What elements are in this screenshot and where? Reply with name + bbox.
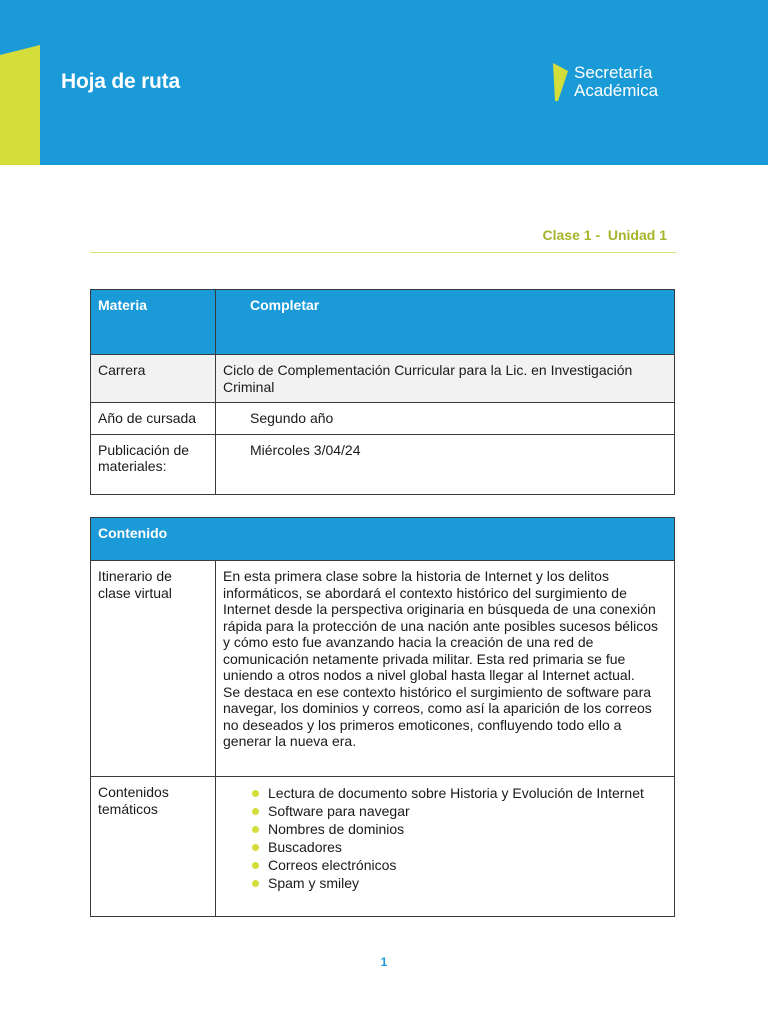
logo-text-line1: Secretaría: [574, 63, 653, 82]
list-item: Nombres de dominios: [223, 820, 667, 838]
contenidos-label: Contenidos temáticos: [91, 777, 216, 917]
list-item: Software para navegar: [223, 802, 667, 820]
page-title: Hoja de ruta: [61, 70, 180, 93]
contenidos-list: [223, 784, 667, 892]
materia-header: Materia: [91, 290, 216, 355]
table-row: [91, 561, 675, 777]
anio-value: Segundo año: [216, 403, 675, 435]
secretaria-academica-logo: [553, 63, 693, 103]
clase-unidad-label: Clase 1 - Unidad 1: [542, 227, 667, 243]
list-item: Lectura de documento sobre Historia y Evolución de Internet: [223, 784, 667, 802]
page-number: 1: [380, 955, 388, 969]
anio-label: Año de cursada: [91, 403, 216, 435]
publicacion-label: Publicación de materiales:: [91, 434, 216, 494]
content-table: [90, 517, 675, 917]
list-item: Spam y smiley: [223, 874, 667, 892]
table-row: [91, 777, 675, 917]
list-item: Correos electrónicos: [223, 856, 667, 874]
page-header: [0, 0, 768, 165]
itinerario-text: [216, 561, 675, 777]
itinerario-paragraph-2: Se destaca en ese contexto histórico el surgimiento de software para navegar, los dominios y correos, como así la aparición de los correos no deseados y los primeros emoticones, confluyendo todo ello a generar la nueva era.: [223, 683, 652, 749]
itinerario-label: Itinerario de clase virtual: [91, 561, 216, 777]
content-table-header-row: [91, 518, 675, 561]
divider: [90, 252, 676, 253]
lime-accent-shape: [0, 0, 40, 165]
contenido-header: Contenido: [91, 518, 675, 561]
carrera-value: Ciclo de Complementación Curricular para la Lic. en Investigación Criminal: [216, 355, 675, 403]
logo-mark-icon: [553, 63, 569, 101]
list-item: Buscadores: [223, 838, 667, 856]
table-row: [91, 403, 675, 435]
publicacion-value: Miércoles 3/04/24: [216, 434, 675, 494]
table-row: [91, 434, 675, 494]
info-table: [90, 289, 675, 495]
logo-text-line2: Académica: [574, 81, 659, 100]
contenidos-list-cell: [216, 777, 675, 917]
itinerario-paragraph-1: En esta primera clase sobre la historia de Internet y los delitos informáticos, se abordará el contexto histórico del surgimiento de Internet desde la perspectiva originaria en búsqueda de una conexión rápida para la protección de una nación ante posibles sucesos bélicos y cómo esto fue avanzando hacia la creación de una red de comunicación netamente privada militar. Esta red primaria se fue uniendo a otros nodos a nivel global hasta llegar al Internet actual.: [223, 568, 659, 683]
completar-header: Completar: [216, 290, 675, 355]
table-row: [91, 355, 675, 403]
carrera-label: Carrera: [91, 355, 216, 403]
info-table-header-row: [91, 290, 675, 355]
